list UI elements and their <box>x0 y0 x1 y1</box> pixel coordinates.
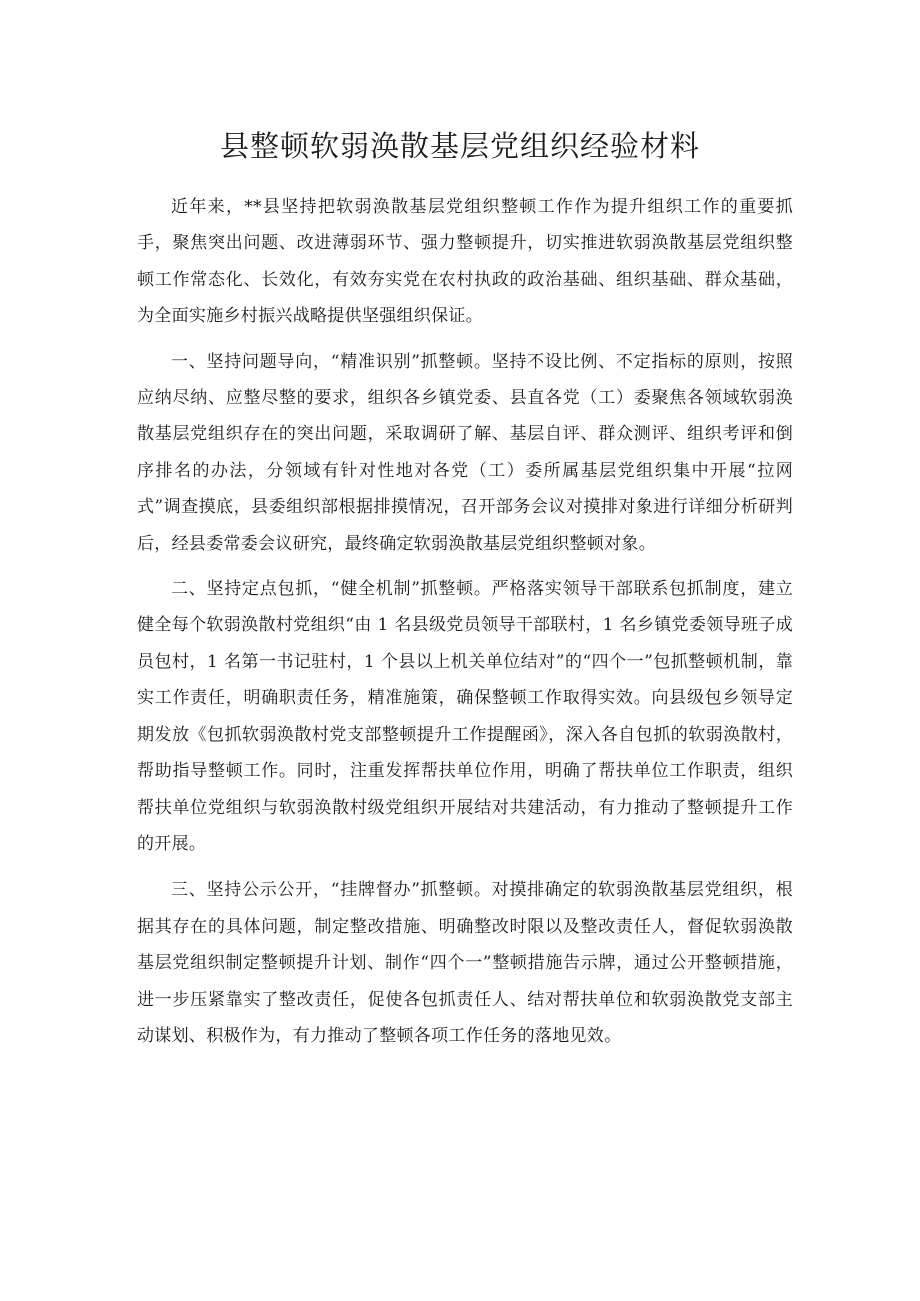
document-title: 县整顿软弱涣散基层党组织经验材料 <box>219 129 700 163</box>
document-body <box>137 189 793 1054</box>
paragraph-intro: 近年来，**县坚持把软弱涣散基层党组织整顿工作作为提升组织工作的重要抓手，聚焦突出问题、改进薄弱环节、强力整顿提升，切实推进软弱涣散基层党组织整顿工作常态化、长效化，有效夯实党在农村执政的政治基础、组织基础、群众基础，为全面实施乡村振兴战略提供坚强组织保证。 <box>137 197 793 327</box>
paragraph-section-1: 一、坚持问题导向，“精准识别”抓整顿。坚持不设比例、不定指标的原则，按照应纳尽纳、应整尽整的要求，组织各乡镇党委、县直各党（工）委聚焦各领域软弱涣散基层党组织存在的突出问题，采取调研了解、基层自评、群众测评、组织考评和倒序排名的办法，分领域有针对性地对各党（工）委所属基层党组织集中开展“拉网式”调查摸底，县委组织部根据排摸情况，召开部务会议对摸排对象进行详细分析研判后，经县委常委会议研究，最终确定软弱涣散基层党组织整顿对象。 <box>137 351 793 554</box>
paragraph-section-3: 三、坚持公示公开，“挂牌督办”抓整顿。对摸排确定的软弱涣散基层党组织，根据其存在的具体问题，制定整改措施、明确整改时限以及整改责任人，督促软弱涣散基层党组织制定整顿提升计划、制作“四个一”整顿措施告示牌，通过公开整顿措施，进一步压紧靠实了整改责任，促使各包抓责任人、结对帮扶单位和软弱涣散党支部主动谋划、积极作为，有力推动了整顿各项工作任务的落地见效。 <box>137 880 793 1046</box>
paragraph-section-2: 二、坚持定点包抓，“健全机制”抓整顿。严格落实领导干部联系包抓制度，建立健全每个软弱涣散村党组织“由 1 名县级党员领导干部联村，1 名乡镇党委领导班子成员包村，1 名第一书记驻村，1 个县以上机关单位结对”的“四个一”包抓整顿机制，靠实工作责任，明确职责任务，精准施策，确保整顿工作取得实效。向县级包乡领导定期发放《包抓软弱涣散村党支部整顿提升工作提醒函》，深入各自包抓的软弱涣散村，帮助指导整顿工作。同时，注重发挥帮扶单位作用，明确了帮扶单位工作职责，组织帮扶单位党组织与软弱涣散村级党组织开展结对共建活动，有力推动了整顿提升工作的开展。 <box>137 579 793 854</box>
